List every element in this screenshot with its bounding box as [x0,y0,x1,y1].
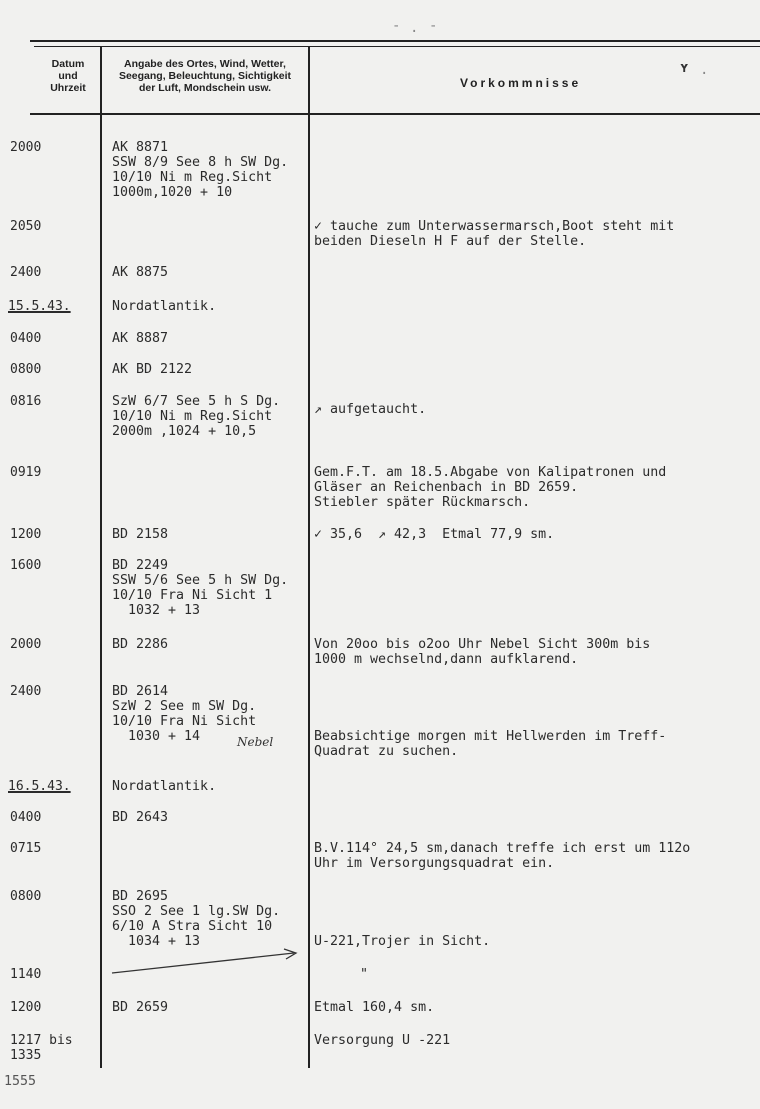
log-event: Gem.F.T. am 18.5.Abgabe von Kalipatronen und Gläser an Reichenbach in BD 2659. Stiebler später Rückmarsch. [314,465,667,510]
log-location: BD 2614 SzW 2 See m SW Dg. 10/10 Fra Ni Sicht 1030 + 14 [112,684,257,744]
log-location: AK 8887 [112,331,169,346]
log-time: 2050 [10,219,42,234]
log-time: 2000 [10,140,42,155]
log-location: BD 2286 [112,637,169,652]
header-bottom-rule [30,113,760,115]
log-time: 0400 [10,331,42,346]
handwritten-arrow-icon [108,945,308,977]
log-location: BD 2158 [112,527,169,542]
log-time: 2400 [10,265,42,280]
log-location: Nordatlantik. [112,779,217,794]
header-top-rule [30,40,760,42]
log-location: BD 2659 [112,1000,169,1015]
log-location: Nordatlantik. [112,299,217,314]
log-location: AK 8871 SSW 8/9 See 8 h SW Dg. 10/10 Ni m Reg.Sicht 1000m,1020 + 10 [112,140,289,200]
log-event: ✓ 35,6 ↗ 42,3 Etmal 77,9 sm. [314,527,555,542]
log-date: 16.5.43. [8,779,71,794]
log-event: Beabsichtige morgen mit Hellwerden im Treff- Quadrat zu suchen. [314,729,667,759]
paper-mark: . [700,62,709,78]
log-event: " [360,967,369,982]
paper-mark: - [429,18,438,34]
paper-mark: - [392,18,401,34]
log-location: AK 8875 [112,265,169,280]
log-time: 2400 [10,684,42,699]
log-event: ✓ tauche zum Unterwassermarsch,Boot steht mit beiden Dieseln H F auf der Stelle. [314,219,675,249]
footer-time: 1555 [4,1074,37,1089]
log-location: BD 2249 SSW 5/6 See 5 h SW Dg. 10/10 Fra Ni Sicht 1 1032 + 13 [112,558,289,618]
header-date: Datum und Uhrzeit [50,58,86,94]
log-time: 1600 [10,558,42,573]
column-divider-1 [100,46,102,1068]
column-divider-2 [308,46,310,1068]
log-location: BD 2643 [112,810,169,825]
log-time: 0816 [10,394,42,409]
log-time: 1140 [10,967,42,982]
paper-mark: . [410,20,419,36]
log-time: 0800 [10,362,42,377]
log-time: 0919 [10,465,42,480]
log-event: U-221,Trojer in Sicht. [314,934,491,949]
log-time: 0400 [10,810,42,825]
log-time: 0715 [10,841,42,856]
log-time: 2000 [10,637,42,652]
header-top-rule-thin [34,46,760,47]
log-event: B.V.114° 24,5 sm,danach treffe ich erst um 112o Uhr im Versorgungsquadrat ein. [314,841,691,871]
log-time: 0800 [10,889,42,904]
handwritten-nebel: Nebel [237,735,274,749]
header-location: Angabe des Ortes, Wind, Wetter, Seegang, Beleuchtung, Sichtigkeit der Luft, Mondschein usw. [118,58,292,94]
log-location: SzW 6/7 See 5 h S Dg. 10/10 Ni m Reg.Sicht 2000m ,1024 + 10,5 [112,394,281,439]
log-event: Versorgung U -221 [314,1033,451,1048]
header-events: Vorkommnisse [460,76,582,90]
log-date: 15.5.43. [8,299,71,314]
log-time: 1217 bis 1335 [10,1033,73,1063]
log-event: ↗ aufgetaucht. [314,402,427,417]
log-event: Etmal 160,4 sm. [314,1000,435,1015]
log-time: 1200 [10,1000,42,1015]
log-event: Von 20oo bis o2oo Uhr Nebel Sicht 300m bis 1000 m wechselnd,dann aufklarend. [314,637,651,667]
log-location: AK BD 2122 [112,362,193,377]
log-location: BD 2695 SSO 2 See 1 lg.SW Dg. 6/10 A Stra Sicht 10 1034 + 13 [112,889,281,949]
log-time: 1200 [10,527,42,542]
paper-mark: ʏ [680,60,689,76]
